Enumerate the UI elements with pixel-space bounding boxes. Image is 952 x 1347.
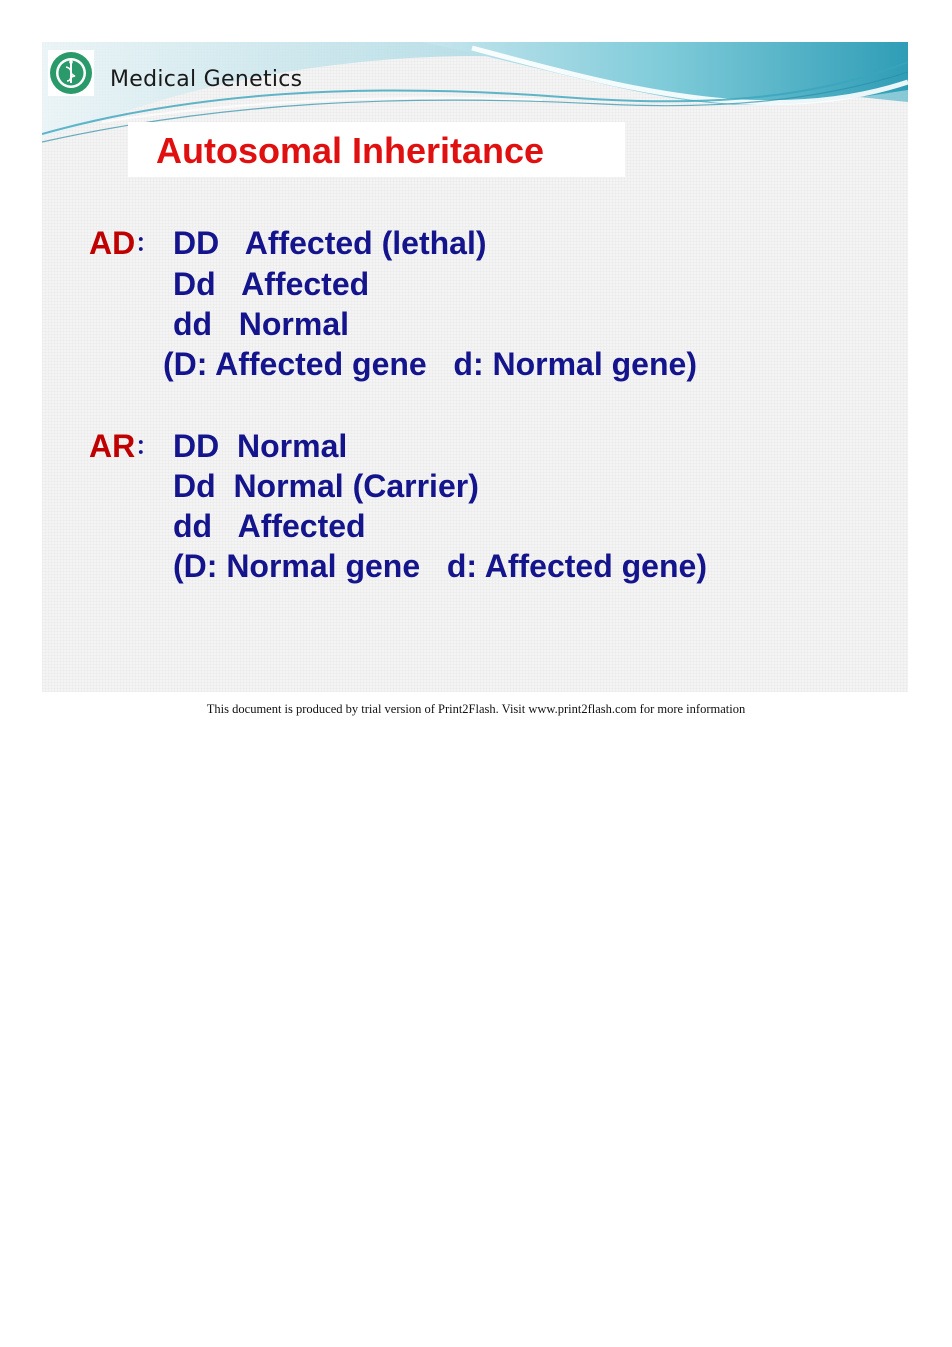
header-title: Medical Genetics — [110, 67, 303, 92]
ar-row-dd-recessive: dd Affected — [173, 508, 366, 544]
ad-label: AD — [89, 225, 136, 261]
ar-row-1 — [89, 426, 159, 470]
slide — [42, 42, 908, 692]
ar-row-dd-hetero: Dd Normal (Carrier) — [173, 468, 479, 504]
trial-version-notice: This document is produced by trial version of Print2Flash. Visit www.print2flash.com for more information — [206, 702, 746, 716]
ad-gene-legend: (D: Affected gene d: Normal gene) — [163, 346, 697, 382]
slide-title-box — [128, 122, 625, 177]
ar-colon: ： — [135, 433, 160, 460]
ar-label: AR — [89, 428, 136, 464]
ad-row-1 — [89, 223, 159, 267]
ad-row-dd-recessive: dd Normal — [173, 306, 350, 342]
ar-row-dd: DD Normal — [173, 428, 348, 464]
medical-university-seal-icon — [48, 50, 94, 96]
ad-colon: ： — [135, 230, 160, 257]
slide-title: Autosomal Inheritance — [156, 130, 545, 171]
ad-row-dd-hetero: Dd Affected — [173, 266, 370, 302]
ad-row-dd: DD Affected (lethal) — [173, 225, 487, 261]
ar-gene-legend: (D: Normal gene d: Affected gene) — [173, 548, 707, 584]
